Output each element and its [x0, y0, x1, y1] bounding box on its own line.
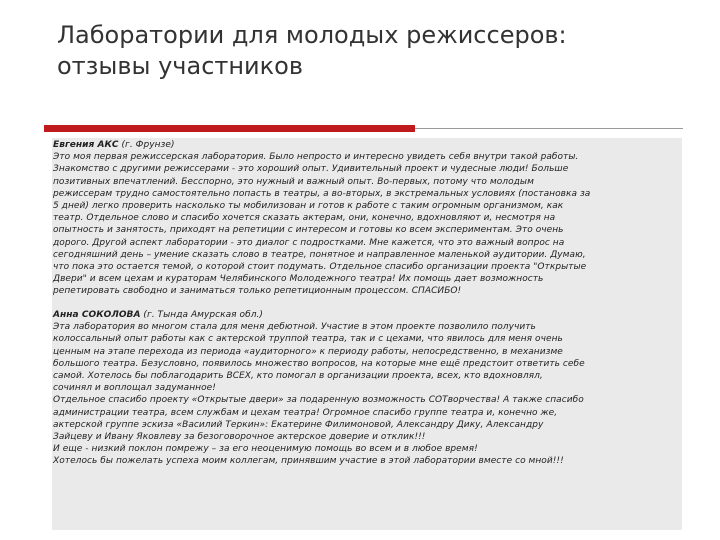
review-line: репетировать свободно и заниматься только репетиционным процессом. СПАСИБО!: [53, 286, 462, 297]
review-line: режиссерам трудно самостоятельно попасть в театры, а во-вторых, в экстремальных условиях (постановка за: [53, 188, 591, 199]
review-line: сегодняшний день – умение сказать слово в театре, понятное и направленное маленькой аудитории. Думаю,: [53, 249, 586, 260]
review-line: Это моя первая режиссерская лаборатория. Было непросто и интересно увидеть себя внутри такой работы.: [53, 152, 579, 163]
review-line: театр. Отдельное слово и спасибо хочется сказать актерам, они, конечно, вдохновляют и, несмотря на: [53, 213, 556, 224]
review-line: Эта лаборатория во многом стала для меня дебютной. Участие в этом проекте позволило получить: [53, 322, 536, 333]
review-line: опытность и занятость, приходят на репетиции с интересом и готовы ко всем экспериментам. Это очень: [53, 225, 564, 236]
review-author: Анна СОКОЛОВА: [53, 310, 141, 320]
slide-title: [57, 20, 697, 82]
review-line: дорого. Другой аспект лаборатории - это диалог с подростками. Мне кажется, что это важный вопрос на: [53, 237, 565, 248]
review-line: сочинял и воплощал задуманное!: [53, 383, 216, 394]
review-origin: (г. Фрунзе): [118, 140, 175, 150]
review-origin: (г. Тында Амурская обл.): [140, 310, 263, 320]
review-line: ценным на этапе перехода из периода «аудиторного» к периоду работы, непосредственно, в механизме: [53, 346, 563, 357]
review-line: что пока это остается темой, о которой стоит подумать. Отдельное спасибо организации проекта "Открытые: [53, 262, 587, 273]
review-heading: [53, 139, 678, 151]
title-accent-bar: [44, 125, 415, 132]
slide-title-line-2: отзывы участников: [57, 52, 303, 80]
review-line: И еще - низкий поклон помрежу – за его неоценимую помощь во всем и в любое время!: [53, 444, 478, 455]
review-line: большого театра. Безусловно, появилось множество вопросов, на которые мне ещё предстоит ответить себе: [53, 358, 585, 369]
review-sokolova: [53, 309, 678, 468]
review-line: колоссальный опыт работы как с актерской труппой театра, так и с цехами, что явилось для меня очень: [53, 334, 563, 345]
review-line: Отдельное спасибо проекту «Открытые двери» за подаренную возможность СОТворчества! А также спасибо: [53, 395, 584, 406]
review-line: актерской группе эскиза «Василий Теркин»: Екатерине Филимоновой, Александру Дику, Александру: [53, 419, 544, 430]
review-line: Зайцеву и Ивану Яковлеву за безоговорочное актерское доверие и отклик!!!: [53, 432, 426, 443]
review-aks: [53, 139, 678, 298]
review-line: Знакомство с другими режиссерами - это хороший опыт. Удивительный проект и чудесные люди! Больше: [53, 164, 569, 175]
review-line: Двери" и всем цехам и кураторам Челябинского Молодежного театра! Их помощь дает возможность: [53, 274, 544, 285]
review-heading: [53, 309, 678, 321]
review-line: позитивных впечатлений. Бесспорно, это нужный и важный опыт. Во-первых, потому что молодым: [53, 176, 534, 187]
slide-title-line-1: Лаборатории для молодых режиссеров:: [57, 21, 567, 49]
review-author: Евгения АКС: [53, 140, 119, 150]
title-divider-line: [415, 128, 683, 129]
review-line: администрации театра, всем службам и цехам театра! Огромное спасибо группе театра и, конечно же,: [53, 407, 558, 418]
review-line: Хотелось бы пожелать успеха моим коллегам, принявшим участие в этой лаборатории вместе со мной!!!: [53, 456, 564, 467]
review-line: 5 дней) легко проверить насколько ты мобилизован и готов к работе с таким огромным организмом, как: [53, 201, 564, 212]
review-line: самой. Хотелось бы поблагодарить ВСЕХ, кто помогал в организации проекта, всех, кто вдохновлял,: [53, 371, 543, 382]
